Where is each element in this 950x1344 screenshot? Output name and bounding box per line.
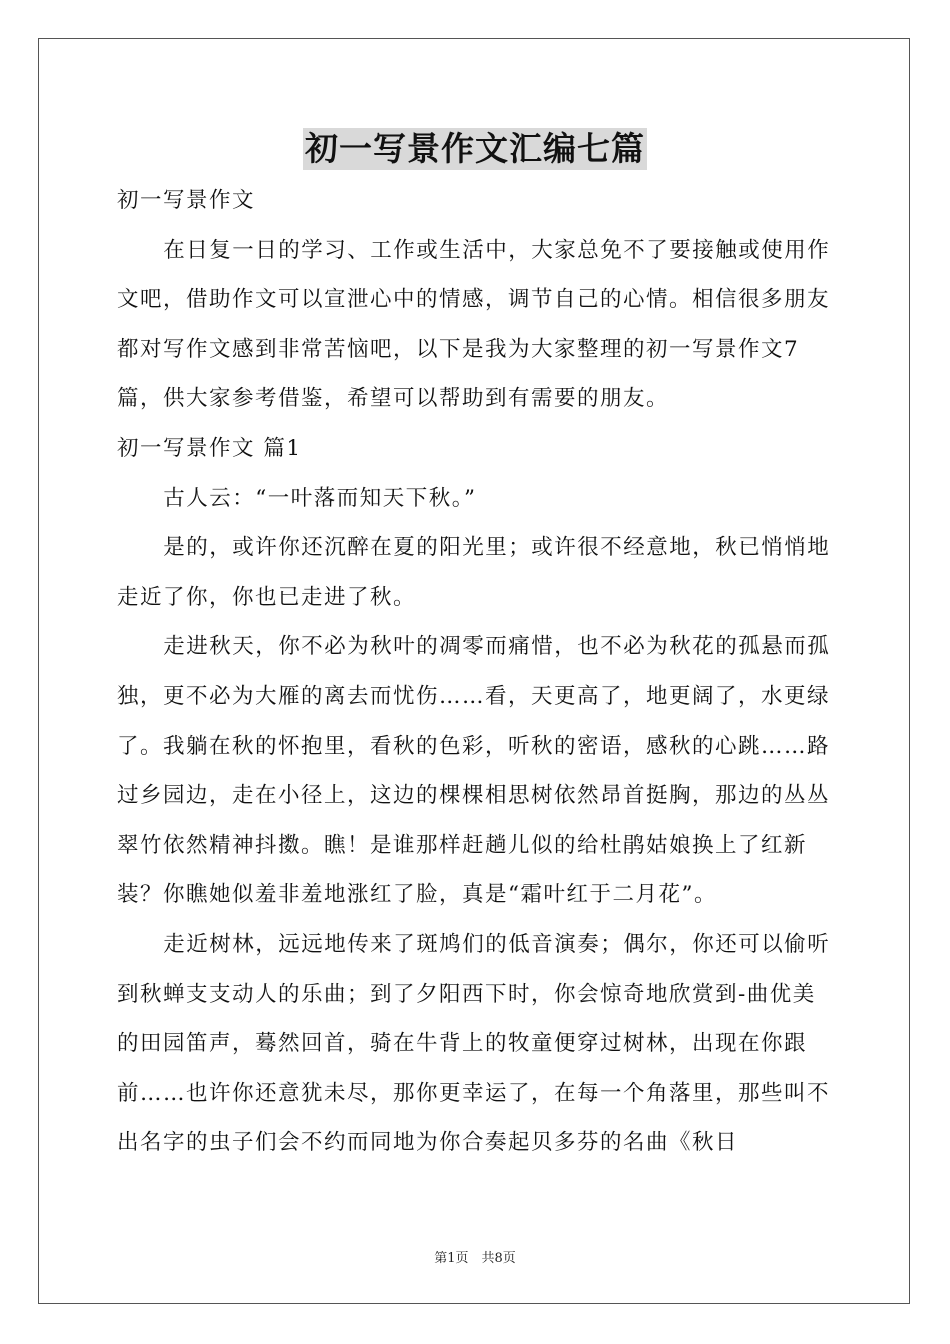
body-paragraph: 走进秋天，你不必为秋叶的凋零而痛惜，也不必为秋花的孤悬而孤独，更不必为大雁的离去而忧伤……看，天更高了，地更阔了，水更绿了。我躺在秋的怀抱里，看秋的色彩，听秋的密语，感秋的心跳……路过乡园边，走在小径上，这边的棵棵相思树依然昂首挺胸，那边的丛丛翠竹依然精神抖擞。瞧！是谁那样赶趟儿似的给杜鹃姑娘换上了红新装？你瞧她似羞非羞地涨红了脸，真是“霜叶红于二月花”。: [117, 634, 831, 908]
body-paragraph: 古人云：“一叶落而知天下秋。”: [163, 485, 477, 511]
document-title-wrapper: [0, 128, 950, 170]
document-title: 初一写景作文汇编七篇: [305, 129, 645, 168]
essay-heading: 初一写景作文 篇1: [117, 435, 302, 461]
intro-paragraph: 在日复一日的学习、工作或生活中，大家总免不了要接触或使用作文吧，借助作文可以宣泄心中的情感，调节自己的心情。相信很多朋友都对写作文感到非常苦恼吧，以下是我为大家整理的初一写景作文7篇，供大家参考借鉴，希望可以帮助到有需要的朋友。: [117, 237, 831, 412]
body-paragraph: 是的，或许你还沉醉在夏的阳光里；或许很不经意地，秋已悄悄地走近了你，你也已走进了秋。: [117, 535, 831, 610]
section-heading: 初一写景作文: [117, 188, 256, 213]
page-footer: 第1页 共8页: [434, 1251, 516, 1266]
body-paragraph: 走近树林，远远地传来了斑鸠们的低音演奏；偶尔，你还可以偷听到秋蝉支支动人的乐曲；到了夕阳西下时，你会惊奇地欣赏到-曲优美的田园笛声，蓦然回首，骑在牛背上的牧童便穿过树林，出现在你跟前……也许你还意犹未尽，那你更幸运了，在每一个角落里，那些叫不出名字的虫子们会不约而同地为你合奏起贝多芬的名曲《秋日: [117, 931, 831, 1156]
document-body: [117, 176, 837, 1168]
